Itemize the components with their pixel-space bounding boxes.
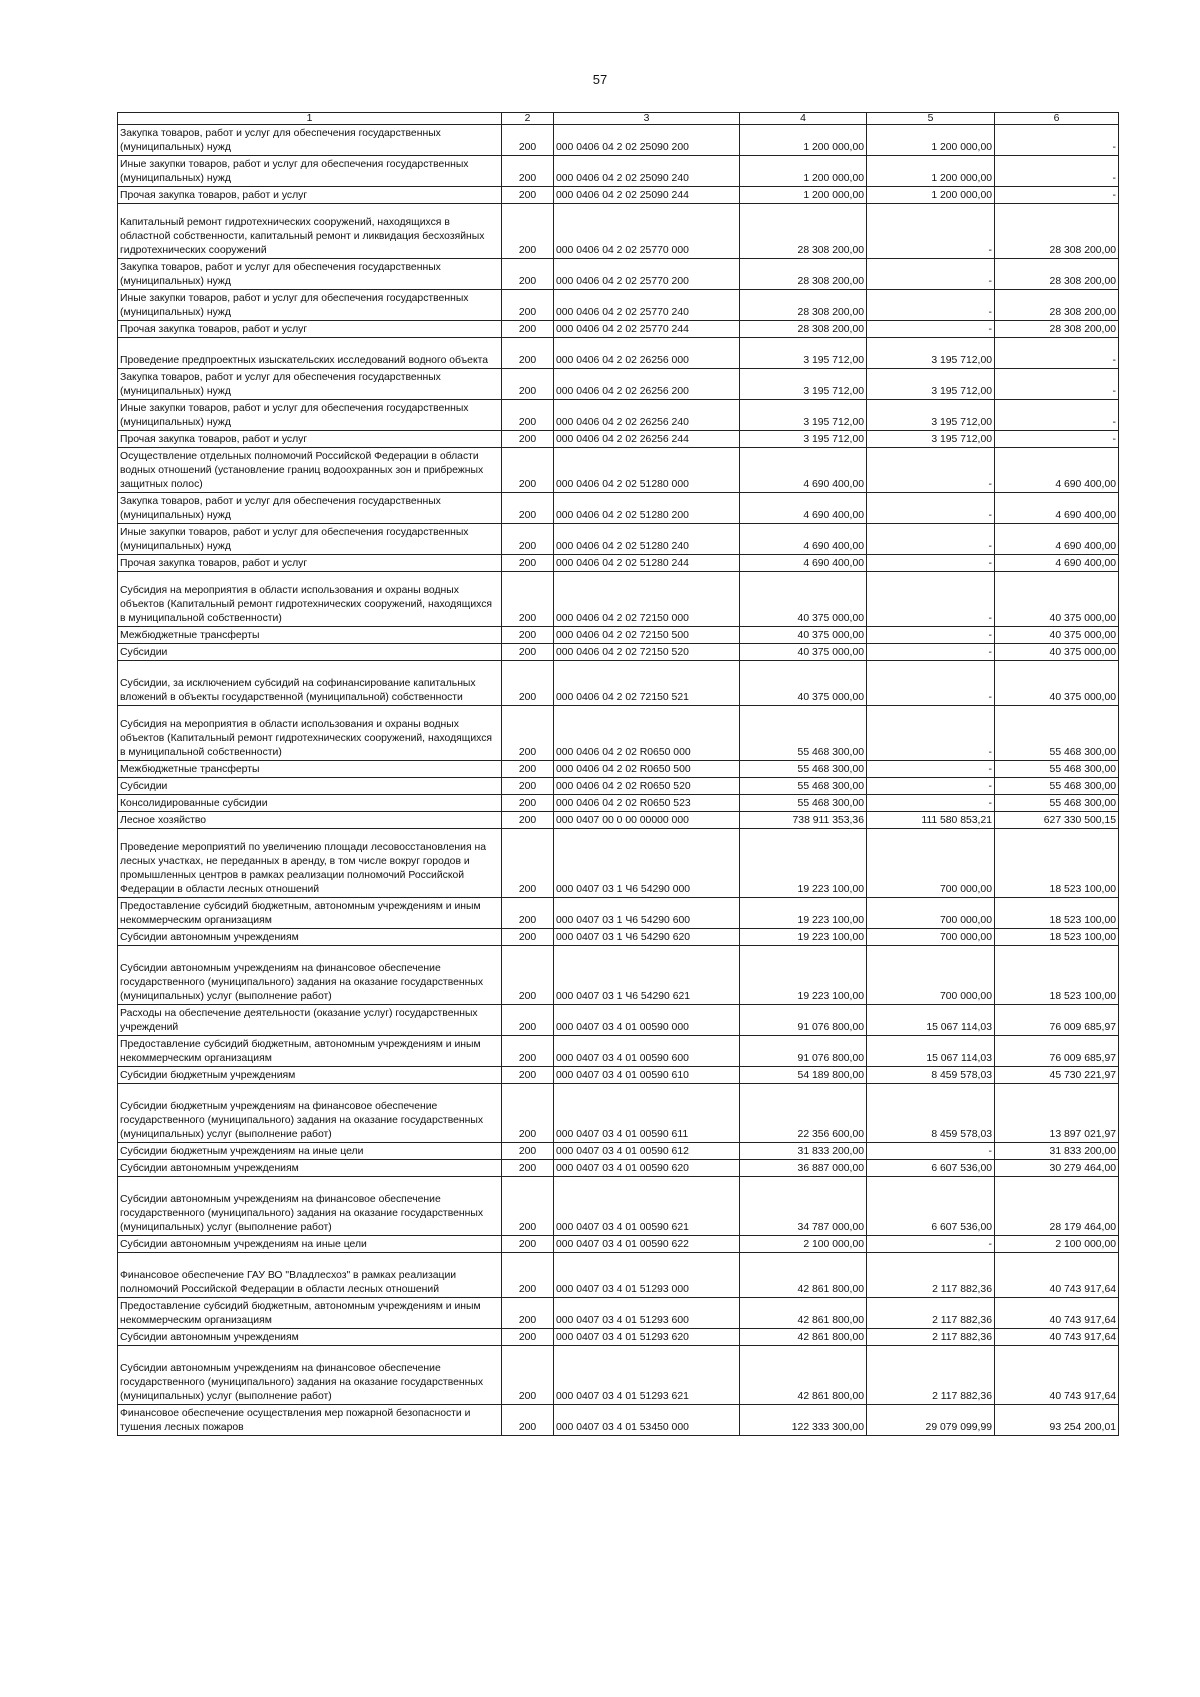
row-admin-code: 200 [502, 1346, 554, 1405]
row-amount-col6: - [995, 187, 1119, 204]
row-amount-total: 1 200 000,00 [740, 125, 867, 156]
row-amount-total: 55 468 300,00 [740, 761, 867, 778]
row-amount-col5: 15 067 114,03 [867, 1005, 995, 1036]
row-amount-col5: - [867, 524, 995, 555]
row-admin-code: 200 [502, 761, 554, 778]
row-amount-total: 40 375 000,00 [740, 661, 867, 706]
row-name: Прочая закупка товаров, работ и услуг [118, 321, 502, 338]
row-classification-code: 000 0407 03 4 01 00590 600 [554, 1036, 740, 1067]
row-amount-total: 42 861 800,00 [740, 1298, 867, 1329]
row-classification-code: 000 0406 04 2 02 25090 244 [554, 187, 740, 204]
row-amount-col5: 1 200 000,00 [867, 187, 995, 204]
row-name: Закупка товаров, работ и услуг для обеспечения государственных (муниципальных) нужд [118, 259, 502, 290]
table-row [118, 125, 1119, 156]
row-name: Предоставление субсидий бюджетным, автономным учреждениям и иным некоммерческим организациям [118, 1298, 502, 1329]
row-amount-total: 738 911 353,36 [740, 812, 867, 829]
row-amount-col6: 18 523 100,00 [995, 929, 1119, 946]
row-amount-col6: 28 308 200,00 [995, 321, 1119, 338]
table-row [118, 448, 1119, 493]
table-row [118, 1346, 1119, 1405]
budget-table [117, 112, 1119, 1436]
row-name: Проведение мероприятий по увеличению площади лесовосстановления на лесных участках, не переданных в аренду, в том числе вокруг городов и промышленных центров в рамках реализации полномочий Российской Федерации в области лесных отношений [118, 829, 502, 898]
row-amount-total: 31 833 200,00 [740, 1143, 867, 1160]
row-classification-code: 000 0406 04 2 02 R0650 000 [554, 706, 740, 761]
table-row [118, 1160, 1119, 1177]
row-name: Предоставление субсидий бюджетным, автономным учреждениям и иным некоммерческим организациям [118, 1036, 502, 1067]
row-amount-col6: 627 330 500,15 [995, 812, 1119, 829]
row-classification-code: 000 0407 03 4 01 53450 000 [554, 1405, 740, 1436]
row-name: Проведение предпроектных изыскательских исследований водного объекта [118, 338, 502, 369]
row-amount-col5: 6 607 536,00 [867, 1160, 995, 1177]
table-row [118, 369, 1119, 400]
row-amount-col6: 4 690 400,00 [995, 493, 1119, 524]
row-amount-col5: 700 000,00 [867, 929, 995, 946]
row-admin-code: 200 [502, 1405, 554, 1436]
column-header-5: 5 [867, 113, 995, 125]
row-classification-code: 000 0407 03 4 01 00590 000 [554, 1005, 740, 1036]
row-amount-col6: 28 308 200,00 [995, 290, 1119, 321]
row-amount-total: 19 223 100,00 [740, 898, 867, 929]
row-name: Субсидии [118, 644, 502, 661]
row-amount-col5: - [867, 572, 995, 627]
row-name: Лесное хозяйство [118, 812, 502, 829]
row-amount-col5: - [867, 778, 995, 795]
table-row [118, 946, 1119, 1005]
row-name: Субсидии, за исключением субсидий на софинансирование капитальных вложений в объекты государственной (муниципальной) собственности [118, 661, 502, 706]
row-amount-col6: 4 690 400,00 [995, 524, 1119, 555]
row-name: Предоставление субсидий бюджетным, автономным учреждениям и иным некоммерческим организациям [118, 898, 502, 929]
table-row [118, 555, 1119, 572]
row-name: Финансовое обеспечение ГАУ ВО "Владлесхоз" в рамках реализации полномочий Российской Федерации в области лесных отношений [118, 1253, 502, 1298]
row-name: Закупка товаров, работ и услуг для обеспечения государственных (муниципальных) нужд [118, 493, 502, 524]
row-admin-code: 200 [502, 1253, 554, 1298]
table-row [118, 1298, 1119, 1329]
table-body [118, 125, 1119, 1436]
row-name: Субсидия на мероприятия в области использования и охраны водных объектов (Капитальный ремонт гидротехнических сооружений, находящихся в муниципальной собственности) [118, 572, 502, 627]
row-amount-col6: 55 468 300,00 [995, 761, 1119, 778]
row-amount-total: 4 690 400,00 [740, 555, 867, 572]
row-classification-code: 000 0406 04 2 02 26256 200 [554, 369, 740, 400]
row-classification-code: 000 0406 04 2 02 25090 200 [554, 125, 740, 156]
table-row [118, 1036, 1119, 1067]
row-amount-col6: 2 100 000,00 [995, 1236, 1119, 1253]
row-amount-col6: 30 279 464,00 [995, 1160, 1119, 1177]
row-amount-col5: - [867, 761, 995, 778]
row-admin-code: 200 [502, 946, 554, 1005]
table-header [118, 113, 1119, 125]
row-amount-col5: - [867, 661, 995, 706]
row-classification-code: 000 0407 03 4 01 51293 600 [554, 1298, 740, 1329]
row-name: Расходы на обеспечение деятельности (оказание услуг) государственных учреждений [118, 1005, 502, 1036]
table-row [118, 524, 1119, 555]
table-row [118, 321, 1119, 338]
row-admin-code: 200 [502, 812, 554, 829]
table-row [118, 812, 1119, 829]
row-amount-col6: - [995, 431, 1119, 448]
column-header-4: 4 [740, 113, 867, 125]
table-row [118, 1177, 1119, 1236]
row-amount-total: 40 375 000,00 [740, 644, 867, 661]
table-row [118, 187, 1119, 204]
row-amount-total: 55 468 300,00 [740, 706, 867, 761]
row-amount-col5: - [867, 204, 995, 259]
row-classification-code: 000 0406 04 2 02 51280 240 [554, 524, 740, 555]
row-amount-col5: 1 200 000,00 [867, 156, 995, 187]
row-amount-total: 28 308 200,00 [740, 290, 867, 321]
row-amount-col6: 40 743 917,64 [995, 1253, 1119, 1298]
row-classification-code: 000 0406 04 2 02 72150 520 [554, 644, 740, 661]
row-amount-col5: - [867, 555, 995, 572]
row-classification-code: 000 0406 04 2 02 51280 200 [554, 493, 740, 524]
row-classification-code: 000 0406 04 2 02 51280 244 [554, 555, 740, 572]
row-amount-col6: - [995, 400, 1119, 431]
row-admin-code: 200 [502, 400, 554, 431]
page-number: 57 [592, 72, 608, 87]
row-admin-code: 200 [502, 338, 554, 369]
row-admin-code: 200 [502, 1143, 554, 1160]
row-classification-code: 000 0407 03 4 01 00590 610 [554, 1067, 740, 1084]
row-admin-code: 200 [502, 1067, 554, 1084]
column-header-1: 1 [118, 113, 502, 125]
row-classification-code: 000 0407 03 1 Ч6 54290 620 [554, 929, 740, 946]
row-amount-col6: 18 523 100,00 [995, 946, 1119, 1005]
row-classification-code: 000 0407 03 1 Ч6 54290 600 [554, 898, 740, 929]
row-classification-code: 000 0406 04 2 02 26256 240 [554, 400, 740, 431]
row-amount-col6: - [995, 156, 1119, 187]
row-amount-total: 2 100 000,00 [740, 1236, 867, 1253]
row-amount-col6: 40 743 917,64 [995, 1329, 1119, 1346]
table-row [118, 204, 1119, 259]
row-amount-col6: 40 375 000,00 [995, 627, 1119, 644]
row-name: Иные закупки товаров, работ и услуг для обеспечения государственных (муниципальных) нужд [118, 290, 502, 321]
table-row [118, 929, 1119, 946]
row-admin-code: 200 [502, 125, 554, 156]
row-amount-total: 28 308 200,00 [740, 321, 867, 338]
row-amount-total: 28 308 200,00 [740, 204, 867, 259]
row-amount-col6: 40 375 000,00 [995, 644, 1119, 661]
row-admin-code: 200 [502, 778, 554, 795]
row-classification-code: 000 0406 04 2 02 R0650 520 [554, 778, 740, 795]
table-row [118, 1329, 1119, 1346]
table-row [118, 829, 1119, 898]
row-amount-total: 42 861 800,00 [740, 1253, 867, 1298]
column-header-6: 6 [995, 113, 1119, 125]
row-admin-code: 200 [502, 644, 554, 661]
row-amount-total: 4 690 400,00 [740, 448, 867, 493]
row-admin-code: 200 [502, 572, 554, 627]
table-row [118, 661, 1119, 706]
row-name: Субсидия на мероприятия в области использования и охраны водных объектов (Капитальный ремонт гидротехнических сооружений, находящихся в муниципальной собственности) [118, 706, 502, 761]
row-name: Субсидии [118, 778, 502, 795]
row-amount-col5: - [867, 259, 995, 290]
row-amount-total: 19 223 100,00 [740, 929, 867, 946]
row-amount-total: 55 468 300,00 [740, 778, 867, 795]
row-classification-code: 000 0406 04 2 02 51280 000 [554, 448, 740, 493]
row-admin-code: 200 [502, 524, 554, 555]
column-header-2: 2 [502, 113, 554, 125]
row-name: Субсидии автономным учреждениям на финансовое обеспечение государственного (муниципального) задания на оказание государственных (муниципальных) услуг (выполнение работ) [118, 946, 502, 1005]
row-admin-code: 200 [502, 661, 554, 706]
header-row [118, 113, 1119, 125]
row-amount-total: 4 690 400,00 [740, 493, 867, 524]
row-classification-code: 000 0406 04 2 02 26256 244 [554, 431, 740, 448]
row-classification-code: 000 0406 04 2 02 72150 500 [554, 627, 740, 644]
row-name: Субсидии бюджетным учреждениям [118, 1067, 502, 1084]
row-classification-code: 000 0407 03 4 01 00590 621 [554, 1177, 740, 1236]
row-amount-col6: 18 523 100,00 [995, 898, 1119, 929]
row-name: Субсидии автономным учреждениям на финансовое обеспечение государственного (муниципального) задания на оказание государственных (муниципальных) услуг (выполнение работ) [118, 1177, 502, 1236]
row-name: Субсидии бюджетным учреждениям на финансовое обеспечение государственного (муниципального) задания на оказание государственных (муниципальных) услуг (выполнение работ) [118, 1084, 502, 1143]
table-row [118, 338, 1119, 369]
row-amount-col5: 700 000,00 [867, 829, 995, 898]
row-classification-code: 000 0407 03 4 01 00590 620 [554, 1160, 740, 1177]
row-admin-code: 200 [502, 1298, 554, 1329]
row-amount-col5: 2 117 882,36 [867, 1298, 995, 1329]
row-amount-total: 42 861 800,00 [740, 1346, 867, 1405]
row-admin-code: 200 [502, 1329, 554, 1346]
row-amount-col5: - [867, 627, 995, 644]
row-amount-col5: 3 195 712,00 [867, 431, 995, 448]
row-amount-col6: 93 254 200,01 [995, 1405, 1119, 1436]
row-classification-code: 000 0407 03 4 01 51293 621 [554, 1346, 740, 1405]
row-admin-code: 200 [502, 321, 554, 338]
row-name: Финансовое обеспечение осуществления мер пожарной безопасности и тушения лесных пожаров [118, 1405, 502, 1436]
table-row [118, 1253, 1119, 1298]
row-amount-total: 55 468 300,00 [740, 795, 867, 812]
row-amount-col5: 700 000,00 [867, 946, 995, 1005]
row-amount-col6: 55 468 300,00 [995, 706, 1119, 761]
row-amount-col6: 4 690 400,00 [995, 448, 1119, 493]
row-name: Прочая закупка товаров, работ и услуг [118, 555, 502, 572]
row-name: Межбюджетные трансферты [118, 761, 502, 778]
row-amount-col5: - [867, 795, 995, 812]
row-amount-total: 42 861 800,00 [740, 1329, 867, 1346]
row-amount-col6: - [995, 369, 1119, 400]
table-row [118, 1005, 1119, 1036]
row-classification-code: 000 0406 04 2 02 72150 521 [554, 661, 740, 706]
row-admin-code: 200 [502, 259, 554, 290]
row-amount-col6: 28 308 200,00 [995, 259, 1119, 290]
table-row [118, 400, 1119, 431]
row-classification-code: 000 0407 03 1 Ч6 54290 000 [554, 829, 740, 898]
row-amount-total: 1 200 000,00 [740, 187, 867, 204]
row-amount-total: 34 787 000,00 [740, 1177, 867, 1236]
row-admin-code: 200 [502, 156, 554, 187]
table-row [118, 795, 1119, 812]
row-admin-code: 200 [502, 369, 554, 400]
table-row [118, 1143, 1119, 1160]
row-amount-col5: 2 117 882,36 [867, 1329, 995, 1346]
table-row [118, 156, 1119, 187]
row-name: Осуществление отдельных полномочий Российской Федерации в области водных отношений (установление границ водоохранных зон и прибрежных защитных полос) [118, 448, 502, 493]
row-amount-col5: 3 195 712,00 [867, 369, 995, 400]
row-amount-total: 54 189 800,00 [740, 1067, 867, 1084]
row-admin-code: 200 [502, 706, 554, 761]
row-amount-total: 40 375 000,00 [740, 627, 867, 644]
row-amount-col5: - [867, 321, 995, 338]
row-name: Иные закупки товаров, работ и услуг для обеспечения государственных (муниципальных) нужд [118, 156, 502, 187]
row-name: Субсидии автономным учреждениям на иные цели [118, 1236, 502, 1253]
row-name: Субсидии автономным учреждениям [118, 1160, 502, 1177]
row-amount-total: 22 356 600,00 [740, 1084, 867, 1143]
table-row [118, 898, 1119, 929]
table-row [118, 706, 1119, 761]
table-row [118, 259, 1119, 290]
row-amount-total: 19 223 100,00 [740, 946, 867, 1005]
row-admin-code: 200 [502, 829, 554, 898]
row-classification-code: 000 0406 04 2 02 25770 000 [554, 204, 740, 259]
row-amount-col6: 13 897 021,97 [995, 1084, 1119, 1143]
row-amount-col6: - [995, 338, 1119, 369]
table-row [118, 493, 1119, 524]
row-amount-col6: 45 730 221,97 [995, 1067, 1119, 1084]
row-amount-col6: - [995, 125, 1119, 156]
row-name: Иные закупки товаров, работ и услуг для обеспечения государственных (муниципальных) нужд [118, 524, 502, 555]
row-admin-code: 200 [502, 493, 554, 524]
row-amount-col6: 40 375 000,00 [995, 572, 1119, 627]
row-admin-code: 200 [502, 929, 554, 946]
row-amount-total: 3 195 712,00 [740, 338, 867, 369]
row-amount-col5: 111 580 853,21 [867, 812, 995, 829]
row-admin-code: 200 [502, 1160, 554, 1177]
row-classification-code: 000 0407 03 4 01 00590 612 [554, 1143, 740, 1160]
row-classification-code: 000 0407 03 1 Ч6 54290 621 [554, 946, 740, 1005]
row-admin-code: 200 [502, 627, 554, 644]
table-row [118, 1236, 1119, 1253]
row-amount-col5: - [867, 290, 995, 321]
row-amount-total: 3 195 712,00 [740, 369, 867, 400]
row-amount-total: 91 076 800,00 [740, 1036, 867, 1067]
row-classification-code: 000 0406 04 2 02 26256 000 [554, 338, 740, 369]
row-name: Межбюджетные трансферты [118, 627, 502, 644]
row-amount-col5: - [867, 644, 995, 661]
row-name: Иные закупки товаров, работ и услуг для обеспечения государственных (муниципальных) нужд [118, 400, 502, 431]
row-amount-total: 3 195 712,00 [740, 400, 867, 431]
row-amount-col6: 28 179 464,00 [995, 1177, 1119, 1236]
row-amount-col5: - [867, 706, 995, 761]
row-admin-code: 200 [502, 555, 554, 572]
row-amount-total: 40 375 000,00 [740, 572, 867, 627]
row-admin-code: 200 [502, 898, 554, 929]
row-amount-col5: 15 067 114,03 [867, 1036, 995, 1067]
row-amount-col6: 31 833 200,00 [995, 1143, 1119, 1160]
row-amount-col6: 40 743 917,64 [995, 1298, 1119, 1329]
row-name: Субсидии автономным учреждениям на финансовое обеспечение государственного (муниципального) задания на оказание государственных (муниципальных) услуг (выполнение работ) [118, 1346, 502, 1405]
row-name: Субсидии бюджетным учреждениям на иные цели [118, 1143, 502, 1160]
row-classification-code: 000 0407 03 4 01 00590 622 [554, 1236, 740, 1253]
row-amount-col5: - [867, 1236, 995, 1253]
row-amount-col6: 18 523 100,00 [995, 829, 1119, 898]
row-classification-code: 000 0406 04 2 02 25770 240 [554, 290, 740, 321]
row-amount-col5: 29 079 099,99 [867, 1405, 995, 1436]
row-amount-col5: 8 459 578,03 [867, 1084, 995, 1143]
row-admin-code: 200 [502, 448, 554, 493]
table-row [118, 1084, 1119, 1143]
row-amount-col5: 700 000,00 [867, 898, 995, 929]
row-admin-code: 200 [502, 795, 554, 812]
row-amount-col5: - [867, 1143, 995, 1160]
row-admin-code: 200 [502, 187, 554, 204]
table-row [118, 290, 1119, 321]
row-amount-col6: 76 009 685,97 [995, 1005, 1119, 1036]
row-amount-col5: - [867, 493, 995, 524]
row-amount-col5: 6 607 536,00 [867, 1177, 995, 1236]
row-classification-code: 000 0406 04 2 02 25770 200 [554, 259, 740, 290]
row-name: Прочая закупка товаров, работ и услуг [118, 187, 502, 204]
row-name: Закупка товаров, работ и услуг для обеспечения государственных (муниципальных) нужд [118, 125, 502, 156]
row-amount-col6: 55 468 300,00 [995, 778, 1119, 795]
row-amount-col5: 3 195 712,00 [867, 338, 995, 369]
table-row [118, 431, 1119, 448]
row-amount-total: 28 308 200,00 [740, 259, 867, 290]
row-amount-total: 4 690 400,00 [740, 524, 867, 555]
row-amount-total: 19 223 100,00 [740, 829, 867, 898]
row-amount-col5: 2 117 882,36 [867, 1253, 995, 1298]
table-row [118, 761, 1119, 778]
row-classification-code: 000 0407 00 0 00 00000 000 [554, 812, 740, 829]
row-admin-code: 200 [502, 1084, 554, 1143]
row-name: Закупка товаров, работ и услуг для обеспечения государственных (муниципальных) нужд [118, 369, 502, 400]
row-amount-total: 122 333 300,00 [740, 1405, 867, 1436]
row-amount-total: 91 076 800,00 [740, 1005, 867, 1036]
row-amount-col6: 40 375 000,00 [995, 661, 1119, 706]
row-amount-col6: 28 308 200,00 [995, 204, 1119, 259]
row-amount-col5: 2 117 882,36 [867, 1346, 995, 1405]
row-classification-code: 000 0407 03 4 01 51293 620 [554, 1329, 740, 1346]
row-admin-code: 200 [502, 1036, 554, 1067]
row-amount-col6: 55 468 300,00 [995, 795, 1119, 812]
row-amount-col5: - [867, 448, 995, 493]
row-name: Консолидированные субсидии [118, 795, 502, 812]
row-name: Капитальный ремонт гидротехнических сооружений, находящихся в областной собственности, капитальный ремонт и ликвидация бесхозяйных гидротехнических сооружений [118, 204, 502, 259]
row-classification-code: 000 0407 03 4 01 00590 611 [554, 1084, 740, 1143]
table-row [118, 1405, 1119, 1436]
table-row [118, 572, 1119, 627]
row-amount-col5: 1 200 000,00 [867, 125, 995, 156]
row-admin-code: 200 [502, 204, 554, 259]
row-name: Субсидии автономным учреждениям [118, 929, 502, 946]
row-amount-total: 1 200 000,00 [740, 156, 867, 187]
row-classification-code: 000 0407 03 4 01 51293 000 [554, 1253, 740, 1298]
row-amount-col5: 8 459 578,03 [867, 1067, 995, 1084]
row-classification-code: 000 0406 04 2 02 25090 240 [554, 156, 740, 187]
row-amount-total: 3 195 712,00 [740, 431, 867, 448]
row-name: Прочая закупка товаров, работ и услуг [118, 431, 502, 448]
row-amount-col6: 40 743 917,64 [995, 1346, 1119, 1405]
row-admin-code: 200 [502, 290, 554, 321]
row-classification-code: 000 0406 04 2 02 72150 000 [554, 572, 740, 627]
row-amount-col5: 3 195 712,00 [867, 400, 995, 431]
row-admin-code: 200 [502, 431, 554, 448]
column-header-3: 3 [554, 113, 740, 125]
table-row [118, 644, 1119, 661]
row-amount-total: 36 887 000,00 [740, 1160, 867, 1177]
row-amount-col6: 4 690 400,00 [995, 555, 1119, 572]
row-name: Субсидии автономным учреждениям [118, 1329, 502, 1346]
table-row [118, 627, 1119, 644]
row-classification-code: 000 0406 04 2 02 R0650 523 [554, 795, 740, 812]
row-classification-code: 000 0406 04 2 02 R0650 500 [554, 761, 740, 778]
row-classification-code: 000 0406 04 2 02 25770 244 [554, 321, 740, 338]
table-row [118, 778, 1119, 795]
row-admin-code: 200 [502, 1177, 554, 1236]
row-amount-col6: 76 009 685,97 [995, 1036, 1119, 1067]
table-row [118, 1067, 1119, 1084]
row-admin-code: 200 [502, 1005, 554, 1036]
row-admin-code: 200 [502, 1236, 554, 1253]
